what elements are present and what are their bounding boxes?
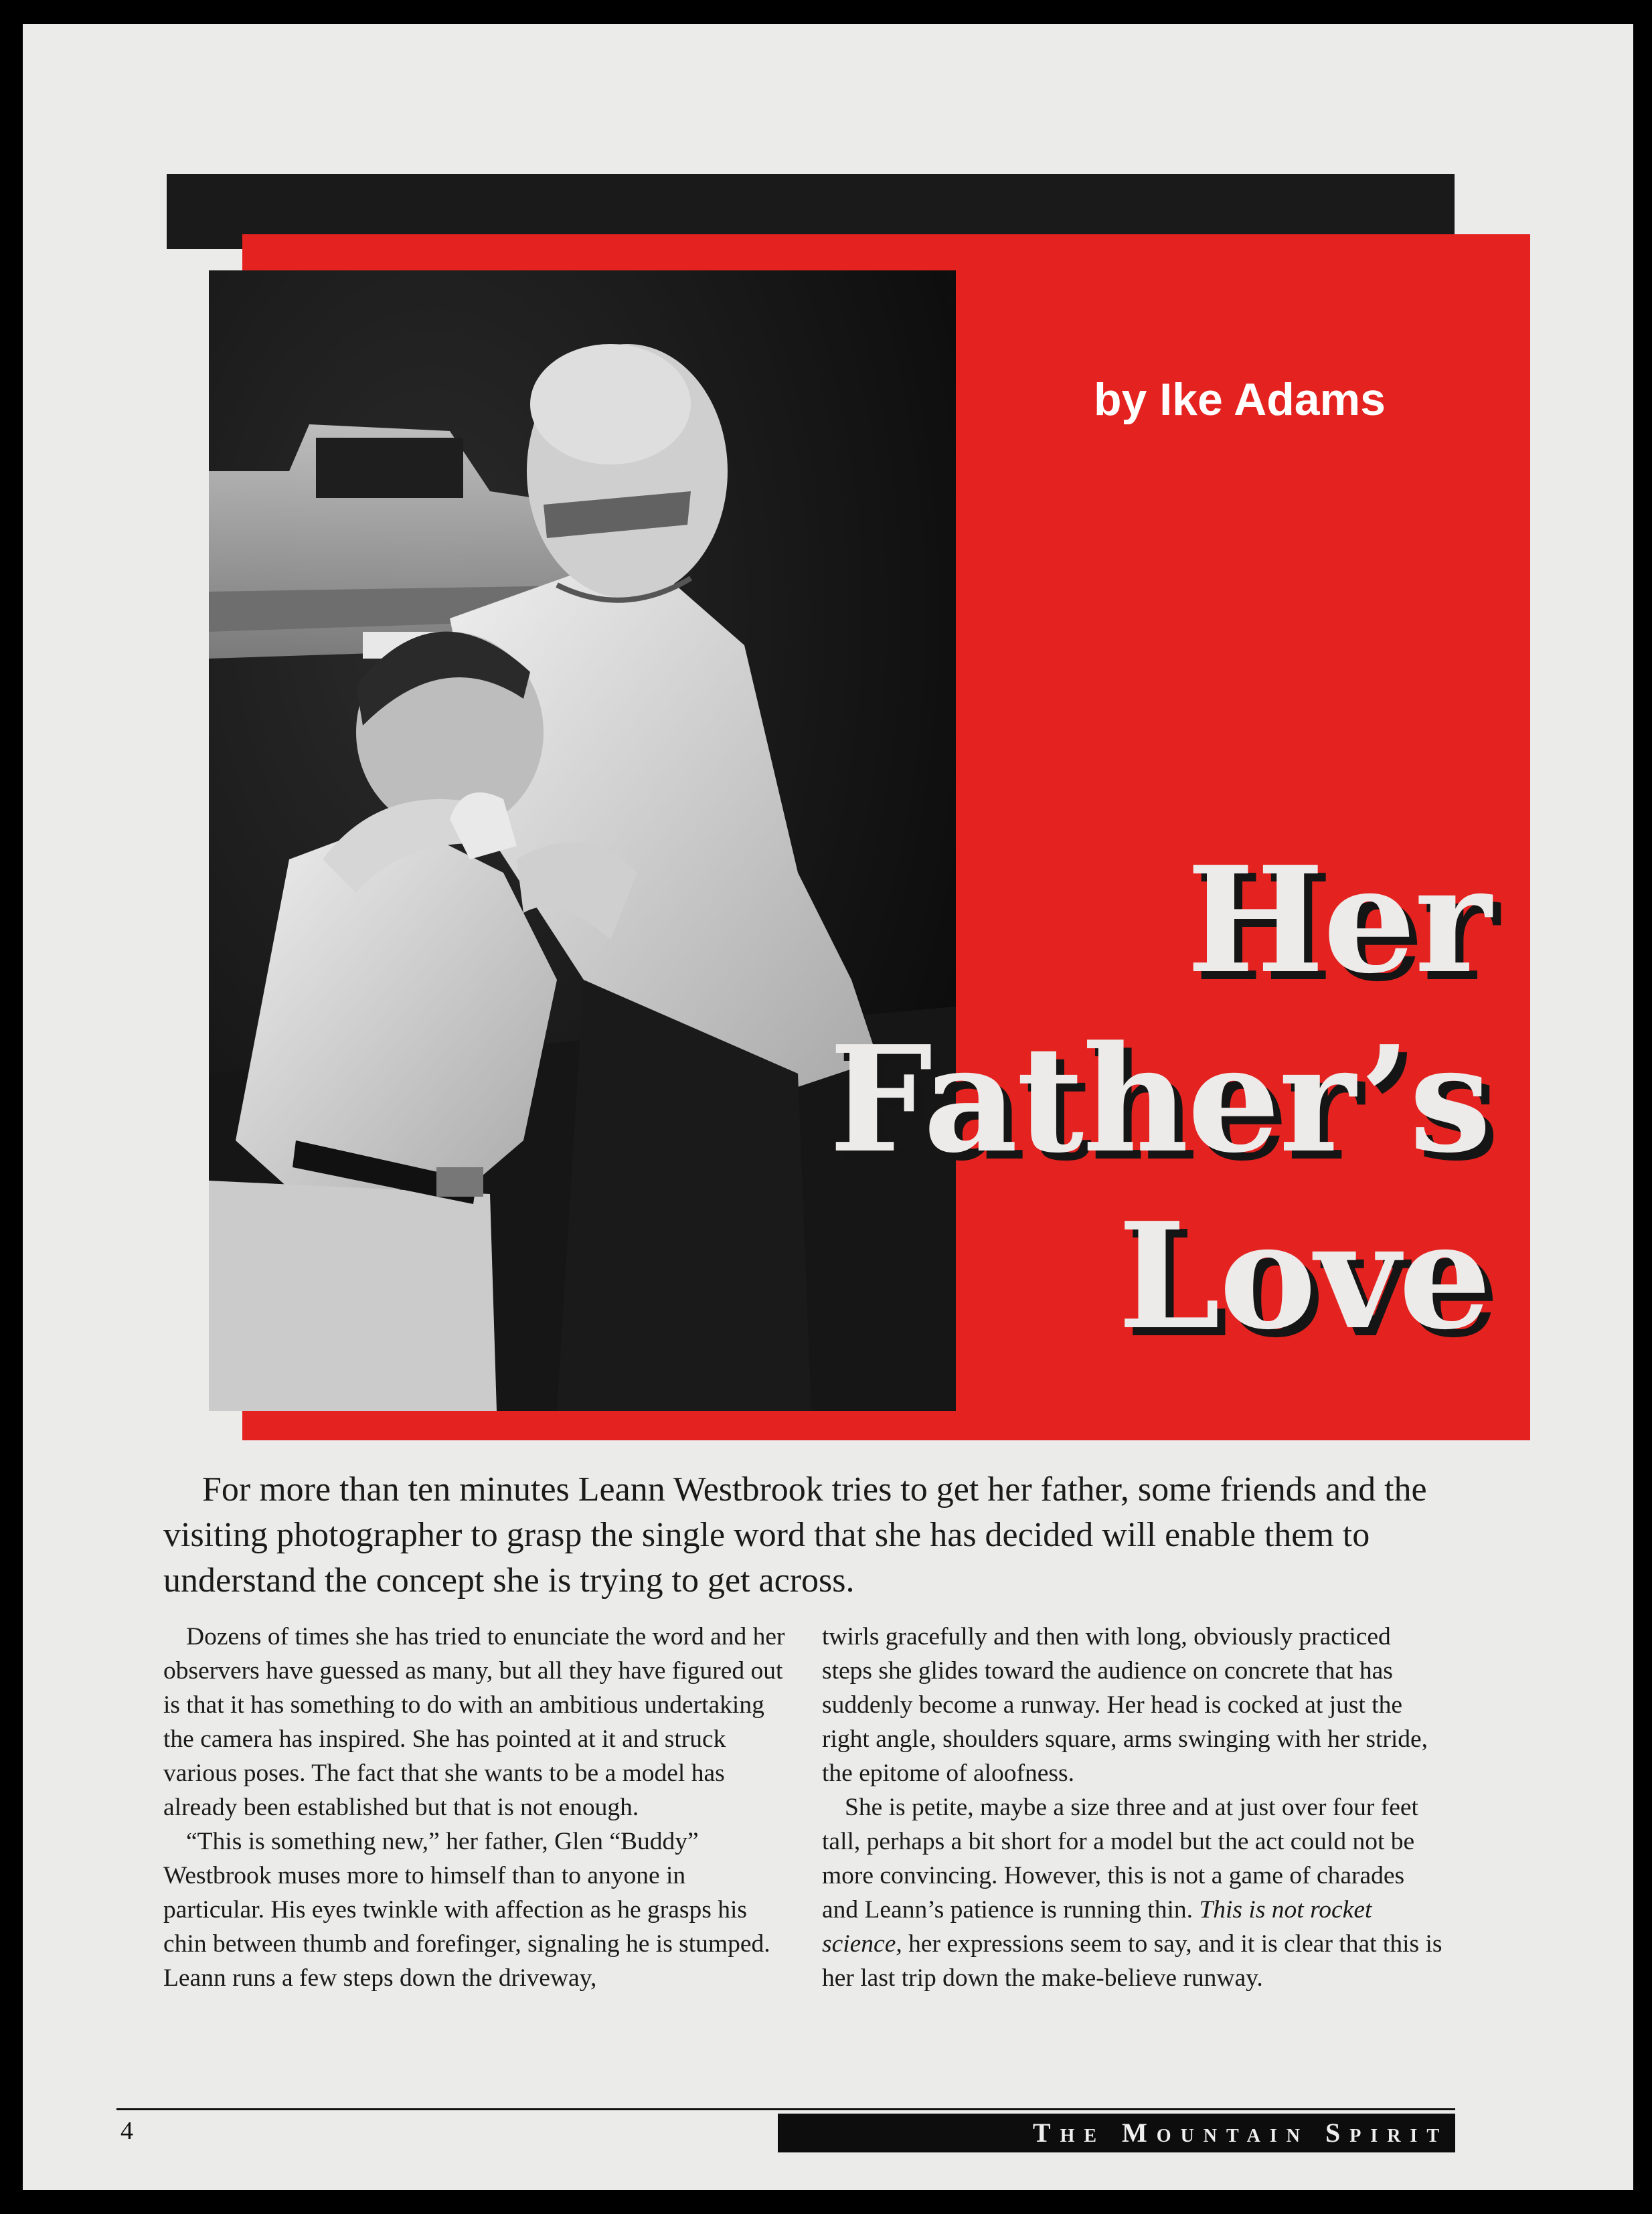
publication-name-banner: The Mountain Spirit <box>778 2114 1455 2152</box>
body-text: She is petite, maybe a size three and at just over four feet tall, perhaps a bit short for a model but the act could not be more convincing. However, this is not a game of charades and Leann’s patience is running thin. <box>822 1794 1418 1924</box>
body-italic-text: This is not rocket science, <box>822 1896 1372 1958</box>
page-number: 4 <box>120 2117 133 2145</box>
title-line-3: Love <box>1117 1191 1490 1362</box>
photo-credit: ADAMS <box>945 272 955 307</box>
byline: by Ike Adams <box>1094 374 1386 425</box>
title-line-1: Her <box>1186 835 1490 1006</box>
body-column-right <box>822 1620 1444 1995</box>
footer-rule <box>116 2108 1455 2110</box>
body-column-left <box>163 1620 786 1995</box>
body-paragraph: Dozens of times she has tried to enunciate the word and her observers have guessed as many, but all they have figured out is that it has something to do with an ambitious undertaking the camera has inspired. She has pointed at it and struck various poses. The fact that she wants to be a model has already been established but that is not enough. <box>163 1623 785 1821</box>
article-photo <box>209 270 956 1411</box>
photo-father-daughter-hug <box>209 270 956 1411</box>
body-text: her expressions seem to say, and it is clear that this is her last trip down the make-believe runway. <box>822 1930 1442 1992</box>
magazine-page <box>23 24 1633 2190</box>
body-paragraph: “This is something new,” her father, Glen “Buddy” Westbrook muses more to himself than to anyone in particular. His eyes twinkle with affection as he grasps his chin between thumb and forefinger, signaling he is stumped. Leann runs a few steps down the driveway, <box>163 1828 770 1992</box>
lede-paragraph: For more than ten minutes Leann Westbrook tries to get her father, some friends and the visiting photographer to grasp the single word that she has decided will enable them to understand the concept she is trying to get across. <box>163 1470 1427 1600</box>
body-paragraph: twirls gracefully and then with long, obviously practiced steps she glides toward the audience on concrete that has suddenly become a runway. Her head is cocked at just the right angle, shoulders square, arms swinging with her stride, the epitome of aloofness. <box>822 1623 1428 1787</box>
body-paragraph <box>822 1790 1444 1995</box>
title-line-2: Father’s <box>829 1014 1490 1185</box>
